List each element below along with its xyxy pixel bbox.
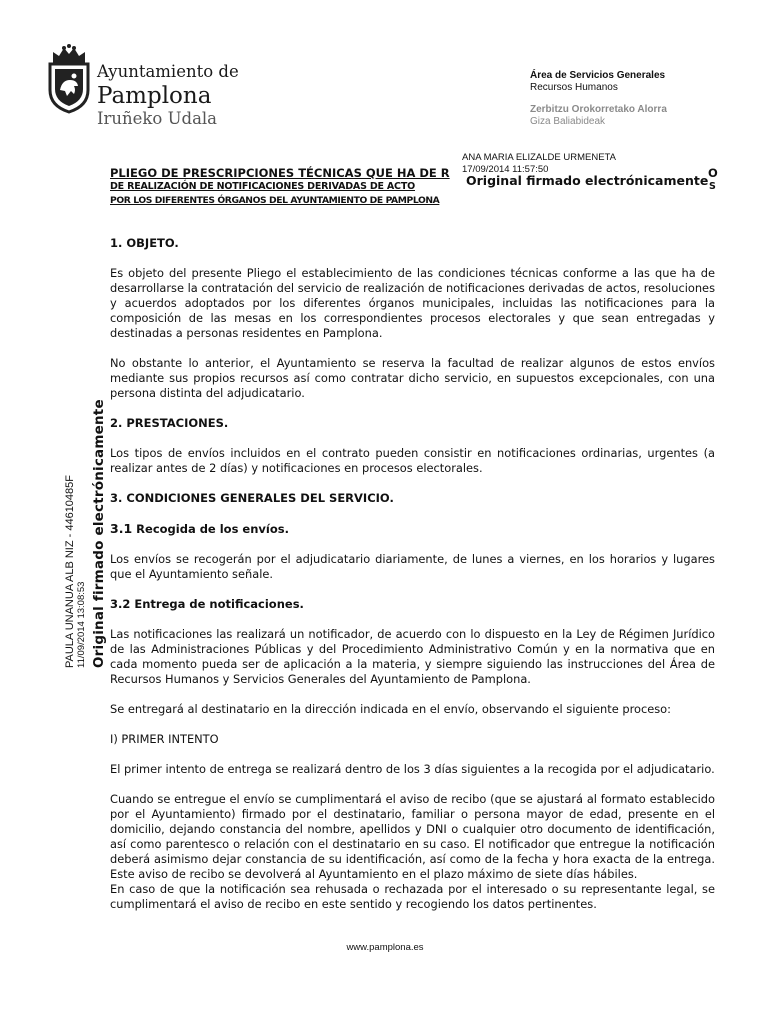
title-line-1-text: PLIEGO DE PRESCRIPCIONES TÉCNICAS QUE HA DE R bbox=[110, 166, 450, 180]
section-3-2-paragraph-1: Las notificaciones las realizará un notificador, de acuerdo con lo dispuesto en la Ley de Régimen Jurídico de las Administraciones Públicas y del Procedimiento Administrativo Común y en la normativa que en cada momento pueda ser de aplicación a la materia, y siempre siguiendo las instrucciones del Área de Recursos Humanos y Servicios Generales del Ayuntamiento de Pamplona. bbox=[110, 627, 715, 686]
section-3-heading: 3. CONDICIONES GENERALES DEL SERVICIO. bbox=[110, 491, 394, 505]
department-name-eu: Zerbitzu Orokorretako Alorra bbox=[530, 104, 667, 115]
section-3-2-paragraph-4: El primer intento de entrega se realizará dentro de los 3 días siguientes a la recogida por el adjudicatario. bbox=[110, 762, 715, 776]
section-3-1-heading bbox=[110, 521, 715, 537]
department-block bbox=[530, 70, 667, 128]
signature-label-side: Original firmado electrónicamente bbox=[91, 399, 107, 668]
department-name-es: Área de Servicios Generales bbox=[530, 70, 666, 81]
signature-datetime-side: 11/09/2014 13:08:53 bbox=[76, 581, 87, 668]
organization-name bbox=[97, 64, 239, 127]
section-1-paragraph-2: No obstante lo anterior, el Ayuntamiento se reserva la facultad de realizar algunos de estos envíos mediante sus propios recursos así como contratar dicho servicio, en supuestos excepcionales, con una persona distinta del adjudicatario. bbox=[110, 356, 715, 400]
title-line-3: POR LOS DIFERENTES ÓRGANOS DEL AYUNTAMIENTO DE PAMPLONA bbox=[110, 195, 440, 206]
section-3-1-title: Recogida de los envíos. bbox=[132, 522, 289, 536]
section-3-2-paragraph-2: Se entregará al destinatario en la dirección indicada en el envío, observando el siguiente proceso: bbox=[110, 702, 671, 716]
subdepartment-name-es: Recursos Humanos bbox=[530, 82, 618, 93]
section-2-heading: 2. PRESTACIONES. bbox=[110, 416, 229, 430]
section-3-1-paragraph-1: Los envíos se recogerán por el adjudicatario diariamente, de lunes a viernes, en los horarios y lugares que el Ayuntamiento señale. bbox=[110, 552, 715, 581]
section-3-2-paragraph-6: En caso de que la notificación sea rehusada o rechazada por el interesado o su representante legal, se cumplimentará el aviso de recibo en este sentido y recogiendo los datos pertinentes. bbox=[110, 882, 715, 911]
signature-stamp-side bbox=[64, 378, 107, 668]
section-3-2-paragraph-5: Cuando se entregue el envío se cumplimentará el aviso de recibo (que se ajustará al formato establecido por el Ayuntamiento) firmado por el destinatario, familiar o persona mayor de edad, presente en el domicilio, dejando constancia del nombre, apellidos y DNI o cualquier otro documento de identificación, así como parentesco o relación con el destinatario en su caso. El notificador que entregue la notificación deberá asimismo dejar constancia de su identificación, así como de la fecha y hora exacta de la entrega. Este aviso de recibo se devolverá al Ayuntamiento en el plazo máximo de siete días hábiles. bbox=[110, 792, 715, 881]
document-body bbox=[110, 236, 715, 927]
section-1-paragraph-1: Es objeto del presente Pliego el establecimiento de las condiciones técnicas conforme a las que ha de desarrollarse la contratación del servicio de realización de notificaciones derivadas de actos, resoluciones y acuerdos adoptados por los diferentes órganos municipales, incluidas las notificaciones para la composición de las mesas en los correspondientes procesos electorales y que sean entregadas y destinadas a personas residentes en Pamplona. bbox=[110, 266, 715, 340]
section-3-2-paragraph-3: I) PRIMER INTENTO bbox=[110, 732, 219, 746]
section-1-heading: 1. OBJETO. bbox=[110, 236, 179, 250]
title-line-2-text: DE REALIZACIÓN DE NOTIFICACIONES DERIVADAS DE ACTO bbox=[110, 181, 415, 192]
title-line-2-end: S bbox=[709, 181, 716, 192]
org-line-1: Ayuntamiento de bbox=[97, 62, 239, 81]
signature-stamp-top bbox=[462, 152, 709, 188]
org-line-2: Pamplona bbox=[97, 82, 212, 109]
signature-datetime-top: 17/09/2014 11:57:50 bbox=[462, 164, 549, 175]
footer-url: www.pamplona.es bbox=[346, 942, 424, 953]
org-line-3: Iruñeko Udala bbox=[97, 108, 218, 128]
signer-name-top: ANA MARIA ELIZALDE URMENETA bbox=[462, 152, 616, 163]
title-line-1-end: O bbox=[708, 166, 718, 180]
section-2-paragraph-1: Los tipos de envíos incluidos en el contrato pueden consistir en notificaciones ordinarias, urgentes (a realizar antes de 2 días) y notificaciones en procesos electorales. bbox=[110, 446, 715, 475]
coat-of-arms-icon bbox=[44, 44, 94, 114]
section-3-2-heading: 3.2 Entrega de notificaciones. bbox=[110, 597, 304, 611]
signer-name-side: PAULA UNANUA ALB NIZ - 44610485F bbox=[64, 475, 76, 668]
signature-label-top: Original firmado electrónicamente bbox=[466, 173, 709, 188]
subdepartment-name-eu: Giza Baliabideak bbox=[530, 116, 606, 127]
section-3-1-number: 3.1 bbox=[110, 521, 133, 536]
